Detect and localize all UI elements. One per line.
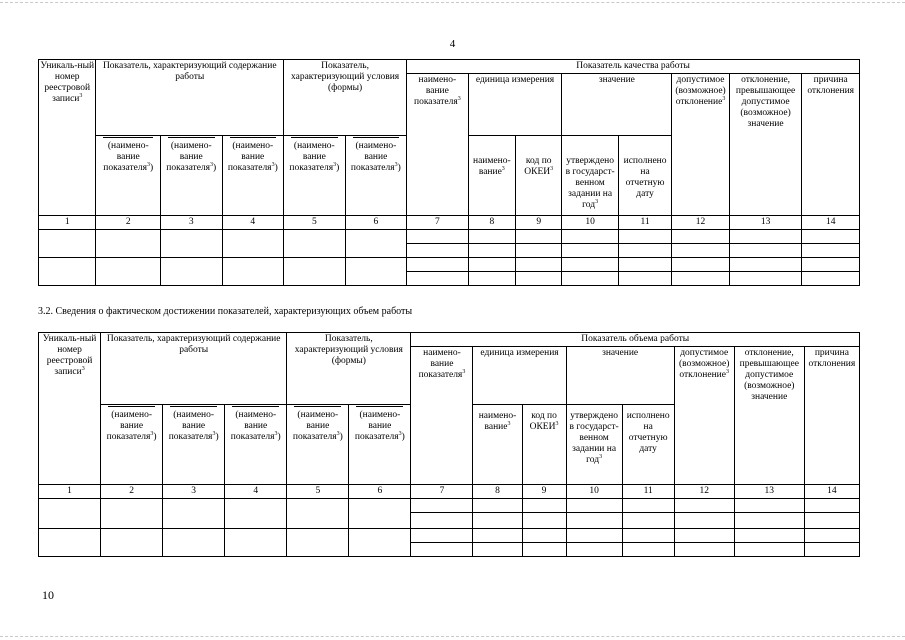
header-value: значение [562,74,672,136]
header-quality-indicator: Показатель качества работы [407,60,860,74]
page-top-edge [0,2,905,3]
col-number: 9 [516,216,562,230]
col-number: 9 [522,485,566,499]
col-number: 3 [163,485,225,499]
header-unit: единица измерения [473,347,566,405]
header-value: значение [566,347,674,405]
col-number: 8 [473,485,522,499]
header-content-name-1: (наимено-вание показателя$^3$) [101,405,163,485]
col-number: 10 [566,485,622,499]
table-row [39,499,860,513]
col-number: 14 [802,216,860,230]
header-content-name-1: (наимено-вание показателя$^3$) [96,136,161,216]
column-numbers-row [39,485,860,499]
header-approved-value: утверждено в государст-венном задании на год$^3$ [566,405,622,485]
header-content-name-3: (наимено-вание показателя$^3$) [222,136,284,216]
header-unit: единица измерения [468,74,562,136]
col-number: 14 [804,485,859,499]
col-number: 12 [672,216,729,230]
header-content-indicator: Показатель, характеризующий содержание работы [101,333,287,405]
col-number: 5 [284,216,346,230]
col-number: 4 [225,485,287,499]
header-unique-record-number: Уникаль-ный номер реестровой записи$^3$ [39,333,101,485]
page-bottom-edge [0,636,905,637]
col-number: 3 [161,216,223,230]
col-number: 13 [729,216,802,230]
col-number: 11 [618,216,671,230]
column-numbers-row [39,216,860,230]
header-executed-value: исполнено на отчетную дату [618,136,671,216]
header-okei-code: код по ОКЕИ$^3$ [516,136,562,216]
header-indicator-name: наимено-вание показателя$^3$ [407,74,469,216]
header-deviation-allowed: допустимое (возможное) отклонение$^3$ [674,347,734,485]
table-row [39,230,860,244]
header-volume-indicator: Показатель объема работы [411,333,860,347]
header-conditions-indicator: Показатель, характеризующий условия (формы) [287,333,411,405]
header-reason: причина отклонения [804,347,859,485]
table-row [39,258,860,272]
header-reason: причина отклонения [802,74,860,216]
header-content-name-2: (наимено-вание показателя$^3$) [163,405,225,485]
col-number: 1 [39,485,101,499]
header-conditions-indicator: Показатель, характеризующий условия (формы) [284,60,407,136]
header-unique-record-number: Уникаль-ный номер реестровой записи$^3$ [39,60,96,216]
col-number: 2 [96,216,161,230]
header-conditions-name-1: (наимено-вание показателя$^3$) [284,136,346,216]
page-footer-mark: 10 [42,588,54,602]
header-conditions-name-2: (наимено-вание показателя$^3$) [349,405,411,485]
quality-indicators-table [38,59,860,286]
header-content-name-3: (наимено-вание показателя$^3$) [225,405,287,485]
col-number: 11 [622,485,674,499]
header-deviation-exceeding: отклонение, превышающее допустимое (возможное) значение [729,74,802,216]
header-deviation-allowed: допустимое (возможное) отклонение$^3$ [672,74,729,216]
col-number: 7 [411,485,473,499]
col-number: 1 [39,216,96,230]
col-number: 12 [674,485,734,499]
header-deviation-exceeding: отклонение, превышающее допустимое (возможное) значение [734,347,804,485]
col-number: 2 [101,485,163,499]
table-row [39,529,860,543]
header-approved-value: утверждено в государст-венном задании на год$^3$ [562,136,618,216]
volume-indicators-table [38,332,860,557]
col-number: 5 [287,485,349,499]
col-number: 8 [468,216,515,230]
header-unit-name: наимено-вание$^3$ [468,136,515,216]
header-content-name-2: (наимено-вание показателя$^3$) [161,136,223,216]
col-number: 13 [734,485,804,499]
header-conditions-name-2: (наимено-вание показателя$^3$) [345,136,407,216]
col-number: 10 [562,216,618,230]
header-okei-code: код по ОКЕИ$^3$ [522,405,566,485]
header-executed-value: исполнено на отчетную дату [622,405,674,485]
section-title: 3.2. Сведения о фактическом достижении показателей, характеризующих объем работы [38,306,413,317]
header-conditions-name-1: (наимено-вание показателя$^3$) [287,405,349,485]
col-number: 4 [222,216,284,230]
header-unit-name: наимено-вание$^3$ [473,405,522,485]
header-indicator-name: наимено-вание показателя$^3$ [411,347,473,485]
col-number: 6 [349,485,411,499]
page-number: 4 [449,38,456,50]
header-content-indicator: Показатель, характеризующий содержание работы [96,60,284,136]
col-number: 7 [407,216,469,230]
col-number: 6 [345,216,407,230]
